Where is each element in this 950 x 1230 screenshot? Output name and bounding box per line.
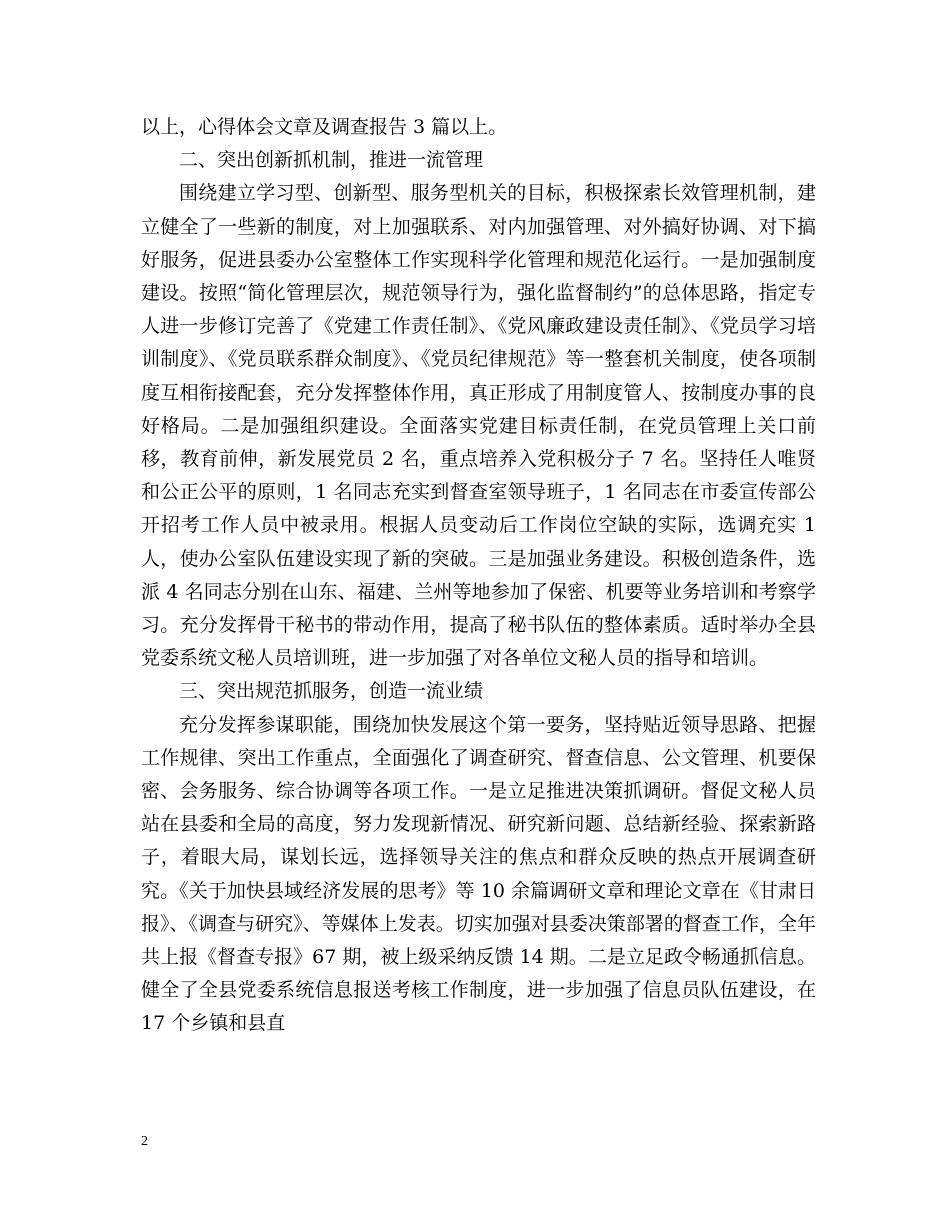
section-heading-innovation: 二、突出创新抓机制，推进一流管理 — [179, 149, 484, 172]
document-body — [141, 111, 816, 1041]
page-number: 2 — [141, 1134, 148, 1149]
paragraph-service: 充分发挥参谋职能，围绕加快发展这个第一要务，坚持贴近领导思路、把握工作规律、突出工作重点，全面强化了调查研究、督查信息、公文管理、机要保密、会务服务、综合协调等各项工作。一是立足推进决策抓调研。督促文秘人员站在县委和全局的高度，努力发现新情况、研究新问题、总结新经验、探索新路子，着眼大局，谋划长远，选择领导关注的焦点和群众反映的热点开展调查研究。《关于加快县域经济发展的思考》等 10 余篇调研文章和理论文章在《甘肃日报》、《调查与研究》、等媒体上发表。切实加强对县委决策部署的督查工作，全年共上报《督查专报》67 期，被上级采纳反馈 14 期。二是立足政令畅通抓信息。健全了全县党委系统信息报送考核工作制度，进一步加强了信息员队伍建设，在 17 个乡镇和县直 — [141, 713, 816, 1035]
paragraph-management: 围绕建立学习型、创新型、服务型机关的目标，积极探索长效管理机制，建立健全了一些新的制度，对上加强联系、对内加强管理、对外搞好协调、对下搞好服务，促进县委办公室整体工作实现科学化管理和规范化运行。一是加强制度建设。按照“简化管理层次，规范领导行为，强化监督制约”的总体思路，指定专人进一步修订完善了《党建工作责任制》、《党风廉政建设责任制》、《党员学习培训制度》、《党员联系群众制度》、《党员纪律规范》等一整套机关制度，使各项制度互相衔接配套，充分发挥整体作用，真正形成了用制度管人、按制度办事的良好格局。二是加强组织建设。全面落实党建目标责任制，在党员管理上关口前移，教育前伸，新发展党员 2 名，重点培养入党积极分子 7 名。坚持任人唯贤和公正公平的原则，1 名同志充实到督查室领导班子，1 名同志在市委宣传部公开招考工作人员中被录用。根据人员变动后工作岗位空缺的实际，选调充实 1 人，使办公室队伍建设实现了新的突破。三是加强业务建设。积极创造条件，选派 4 名同志分别在山东、福建、兰州等地参加了保密、机要等业务培训和考察学习。充分发挥骨干秘书的带动作用，提高了秘书队伍的整体素质。适时举办全县党委系统文秘人员培训班，进一步加强了对各单位文秘人员的指导和培训。 — [141, 182, 816, 670]
paragraph-continuation: 以上，心得体会文章及调查报告 3 篇以上。 — [141, 116, 508, 138]
section-heading-service: 三、突出规范抓服务，创造一流业绩 — [179, 680, 484, 703]
